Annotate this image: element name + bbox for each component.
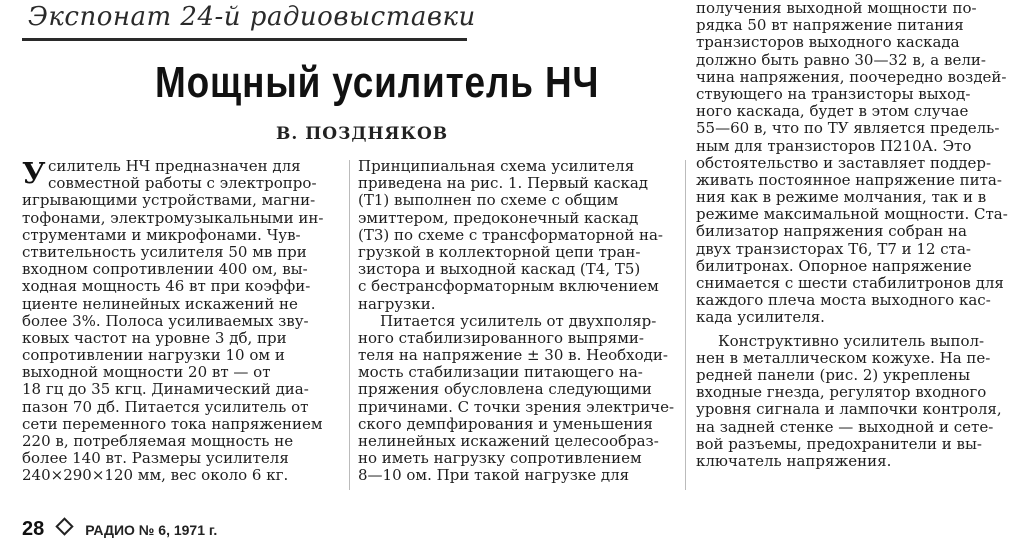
text-column-2 [358, 158, 676, 485]
text-line: ковых частот на уровне 3 дб, при [22, 328, 287, 347]
text-line: должно быть равно 30—32 в, а вели- [696, 50, 986, 69]
text-line: 55—60 в, что по ТУ является предель- [696, 119, 1000, 138]
text-line: игрывающими устройствами, магни- [22, 191, 316, 210]
text-line: нелинейных искажений целесообраз- [358, 432, 659, 450]
text-line: получения выходной мощности по- [696, 0, 977, 17]
text-line: теля на напряжение ± 30 в. Необходи- [358, 346, 668, 365]
text-line: обстоятельство и заставляет поддер- [696, 153, 992, 172]
text-line: входные гнезда, регулятор входного [696, 383, 987, 402]
text-line: 18 гц до 35 кгц. Динамический диа- [22, 380, 309, 399]
text-line: транзисторов выходного каскада [696, 33, 960, 52]
text-line: тофонами, электромузыкальными ин- [22, 208, 324, 227]
drop-cap: У [22, 156, 46, 190]
text-line: чина напряжения, поочередно воздей- [696, 67, 1007, 86]
text-line: струментами и микрофонами. Чув- [22, 225, 301, 244]
kicker-underline [22, 38, 467, 41]
text-line: (Т3) по схеме с трансформаторной на- [358, 225, 663, 244]
text-line: ния как в режиме молчания, так и в [696, 188, 987, 207]
text-line: снимается с шести стабилитронов для [696, 274, 1004, 292]
text-line: приведена на рис. 1. Первый каскад [358, 174, 649, 193]
text-line: режиме максимальной мощности. Ста- [696, 205, 1008, 224]
text-line: эмиттером, предоконечный каскад [358, 208, 639, 227]
journal-issue: РАДИО № 6, 1971 г. [85, 522, 218, 538]
text-line: нен в металлическом кожухе. На пе- [696, 348, 991, 367]
text-line: на задней стенке — выходной и сете- [696, 417, 994, 436]
text-line: сопротивлении нагрузки 10 ом и [22, 346, 285, 365]
text-line: (Т1) выполнен по схеме с общим [358, 191, 619, 210]
text-line: ным для транзисторов П210А. Это [696, 136, 972, 155]
text-line: причинами. С точки зрения электриче- [358, 397, 675, 416]
text-line: 8—10 ом. При такой нагрузке для [358, 466, 630, 485]
text-line: но иметь нагрузку сопротивлением [358, 449, 642, 468]
text-line: более 140 вт. Размеры усилителя [22, 449, 289, 468]
text-line: ствительность усилителя 50 мв при [22, 242, 307, 261]
page-footer [22, 518, 217, 541]
article-author: В. ПОЗДНЯКОВ [276, 124, 449, 144]
text-line: сети переменного тока напряжением [22, 414, 323, 433]
text-line: вой разъемы, предохранители и вы- [696, 434, 982, 453]
text-line: ходная мощность 46 вт при коэффи- [22, 277, 311, 296]
column-divider [685, 160, 686, 490]
text-line: живать постоянное напряжение пита- [696, 170, 1002, 189]
text-line: ного стабилизированного выпрями- [358, 328, 644, 347]
text-line: билизатор напряжения собран на [696, 222, 967, 241]
text-line: билитронах. Опорное напряжение [696, 256, 972, 275]
text-line: нагрузки. [358, 294, 436, 313]
text-line: силитель НЧ предназначен для [48, 157, 301, 175]
text-line: каждого плеча моста выходного кас- [696, 291, 991, 310]
text-line: пряжения обусловлена следующими [358, 380, 652, 399]
text-line: Питается усилитель от двухполяр- [380, 311, 657, 330]
text-line: грузкой в коллекторной цепи тран- [358, 242, 641, 261]
text-line: с бестрансформаторным включением [358, 277, 659, 296]
text-line: входном сопротивлении 400 ом, вы- [22, 260, 308, 279]
page-number: 28 [22, 518, 45, 540]
text-line: зистора и выходной каскад (Т4, Т5) [358, 260, 641, 279]
text-line: 240×290×120 мм, вес около 6 кг. [22, 466, 289, 485]
text-line: выходной мощности 20 вт — от [22, 363, 271, 382]
text-line: Конструктивно усилитель выпол- [718, 331, 985, 350]
text-line: ного каскада, будет в этом случае [696, 102, 969, 121]
text-line: двух транзисторах Т6, Т7 и 12 ста- [696, 239, 971, 258]
text-line: ского демпфирования и уменьшения [358, 414, 653, 433]
text-line: рядка 50 вт напряжение питания [696, 16, 964, 35]
text-line: совместной работы с электропро- [48, 174, 317, 193]
text-line: пазон 70 дб. Питается усилитель от [22, 397, 309, 416]
text-line: уровня сигнала и лампочки контроля, [696, 400, 1002, 419]
text-line: более 3%. Полоса усиливаемых зву- [22, 311, 309, 330]
article-title: Мощный усилитель НЧ [155, 58, 600, 107]
text-line: ствующего на транзисторы выход- [696, 84, 971, 103]
text-line: мость стабилизации питающего на- [358, 363, 643, 382]
column-divider [349, 160, 350, 490]
text-line: циенте нелинейных искажений не [22, 294, 298, 313]
text-line: 220 в, потребляемая мощность не [22, 432, 294, 450]
text-column-3 [696, 0, 1012, 470]
diamond-icon [56, 517, 74, 535]
text-line: када усилителя. [696, 308, 825, 327]
text-line: редней панели (рис. 2) укреплены [696, 365, 971, 384]
text-line: ключатель напряжения. [696, 451, 892, 470]
text-line: Принципиальная схема усилителя [358, 157, 635, 175]
text-column-1 [22, 158, 340, 485]
section-kicker: Экспонат 24-й радиовыставки [28, 2, 476, 32]
